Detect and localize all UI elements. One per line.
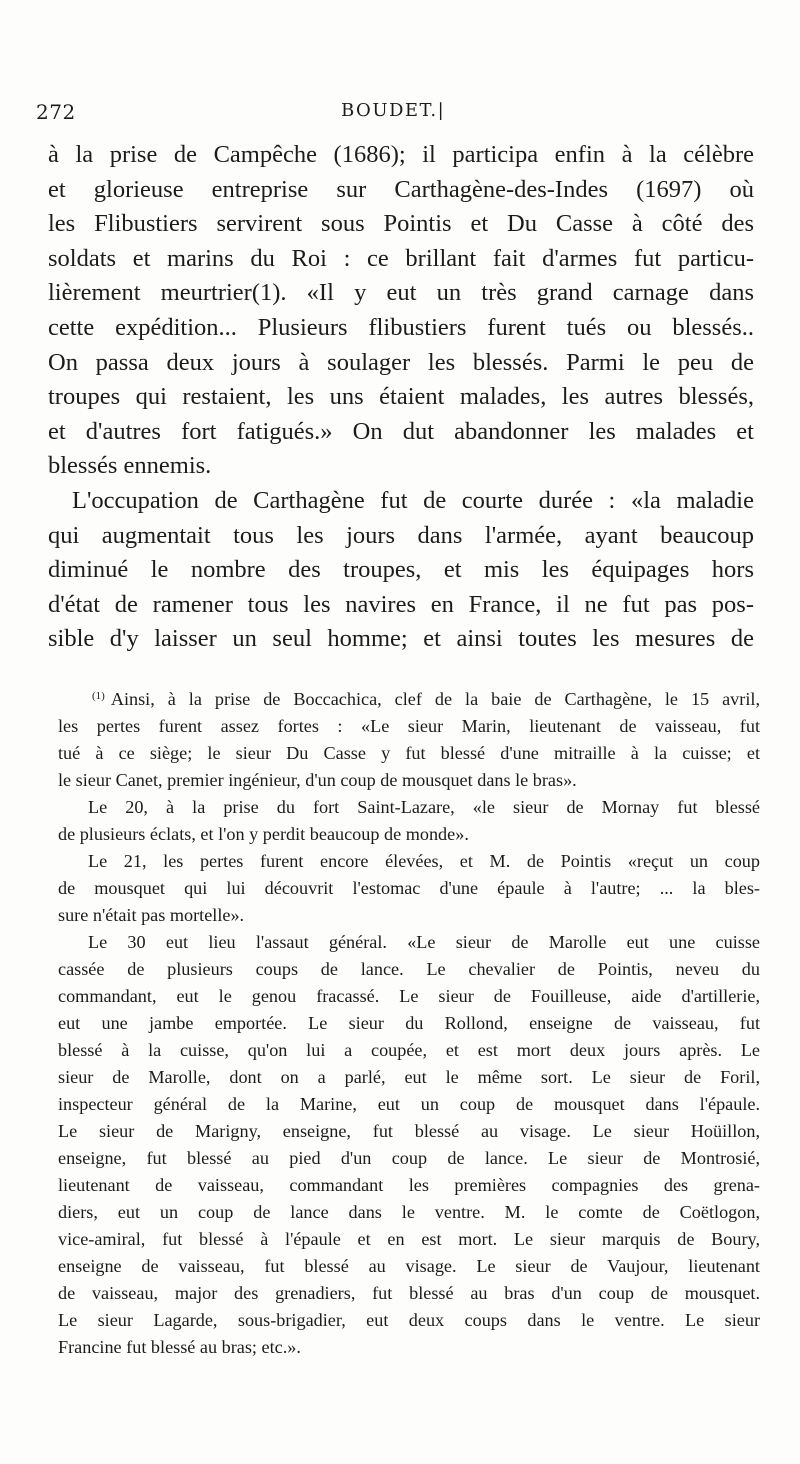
footnote-line: de vaisseau, major des grenadiers, fut blessé au bras d'un coup de mousquet.: [58, 1283, 760, 1303]
footnote-line: eut une jambe emportée. Le sieur du Rollond, enseigne de vaisseau, fut: [58, 1013, 760, 1033]
footnote-marker: (1): [92, 690, 105, 702]
body-line: lièrement meurtrier(1). «Il y eut un très grand carnage dans: [48, 279, 754, 307]
body-line: soldats et marins du Roi : ce brillant fait d'armes fut particu-: [48, 244, 754, 272]
footnote-line: Le sieur de Marigny, enseigne, fut blessé au visage. Le sieur Hoüillon,: [58, 1121, 760, 1141]
footnote-line: Le 30 eut lieu l'assaut général. «Le sieur de Marolle eut une cuisse: [88, 932, 760, 952]
footnotes: [58, 683, 760, 1361]
footnote-line: tué à ce siège; le sieur Du Casse y fut blessé d'une mitraille à la cuisse; et: [58, 743, 760, 763]
footnote-line: commandant, eut le genou fracassé. Le sieur de Fouilleuse, aide d'artillerie,: [58, 986, 760, 1006]
footnote-line: Le 20, à la prise du fort Saint-Lazare, «le sieur de Mornay fut blessé: [88, 797, 760, 817]
body-line: cette expédition... Plusieurs flibustiers furent tués ou blessés..: [48, 313, 754, 341]
body-line: diminué le nombre des troupes, et mis les équipages hors: [48, 556, 754, 584]
body-line: à la prise de Campêche (1686); il participa enfin à la célèbre: [48, 141, 754, 168]
footnote-line: de plusieurs éclats, et l'on y perdit beaucoup de monde».: [58, 824, 469, 844]
footnote-line: blessé à la cuisse, qu'on lui a coupée, et est mort deux jours après. Le: [58, 1040, 760, 1060]
body-line: L'occupation de Carthagène fut de courte durée : «la maladie: [72, 486, 754, 514]
body-line: les Flibustiers servirent sous Pointis et Du Casse à côté des: [48, 210, 754, 238]
body-line: qui augmentait tous les jours dans l'armée, ayant beaucoup: [48, 521, 754, 549]
footnote-line: vice-amiral, fut blessé à l'épaule et en est mort. Le sieur marquis de Boury,: [58, 1229, 760, 1249]
footnote-line: les pertes furent assez fortes : «Le sieur Marin, lieutenant de vaisseau, fut: [58, 716, 760, 736]
body-line: et glorieuse entreprise sur Carthagène-des-Indes (1697) où: [48, 175, 754, 203]
page-number: 272: [36, 100, 76, 124]
body-line: d'état de ramener tous les navires en France, il ne fut pas pos-: [48, 590, 754, 618]
footnote-line: sure n'était pas mortelle».: [58, 905, 245, 925]
main-text: [48, 138, 754, 657]
footnote-line: [58, 683, 760, 713]
footnote-line: diers, eut un coup de lance dans le ventre. M. le comte de Coëtlogon,: [58, 1202, 760, 1222]
footnote-line: de mousquet qui lui découvrit l'estomac d'une épaule à l'autre; ... la bles-: [58, 878, 760, 898]
footnote-text: Ainsi, à la prise de Boccachica, clef de la baie de Carthagène, le 15 avril,: [110, 689, 760, 709]
footnote-line: inspecteur général de la Marine, eut un coup de mousquet dans l'épaule.: [58, 1094, 760, 1114]
footnote-line: le sieur Canet, premier ingénieur, d'un coup de mousquet dans le bras».: [58, 770, 577, 790]
running-head: BOUDET.|: [341, 100, 446, 121]
footnote-line: enseigne, fut blessé au pied d'un coup de lance. Le sieur de Montrosié,: [58, 1148, 760, 1168]
body-line: troupes qui restaient, les uns étaient malades, les autres blessés,: [48, 383, 754, 411]
body-line: blessés ennemis.: [48, 452, 212, 480]
body-line: et d'autres fort fatigués.» On dut abandonner les malades et: [48, 417, 754, 445]
footnote-line: sieur de Marolle, dont on a parlé, eut le même sort. Le sieur de Foril,: [58, 1067, 760, 1087]
footnote-line: Le sieur Lagarde, sous-brigadier, eut deux coups dans le ventre. Le sieur: [58, 1310, 760, 1330]
footnote-line: enseigne de vaisseau, fut blessé au visage. Le sieur de Vaujour, lieutenant: [58, 1256, 760, 1276]
page-header: [36, 100, 736, 130]
footnote-line: Francine fut blessé au bras; etc.».: [58, 1337, 301, 1357]
body-line: sible d'y laisser un seul homme; et ainsi toutes les mesures de: [48, 625, 754, 653]
footnote-line: Le 21, les pertes furent encore élevées, et M. de Pointis «reçut un coup: [88, 851, 760, 871]
footnote-line: lieutenant de vaisseau, commandant les premières compagnies des grena-: [58, 1175, 760, 1195]
body-line: On passa deux jours à soulager les blessés. Parmi le peu de: [48, 348, 754, 376]
footnote-line: cassée de plusieurs coups de lance. Le chevalier de Pointis, neveu du: [58, 959, 760, 979]
